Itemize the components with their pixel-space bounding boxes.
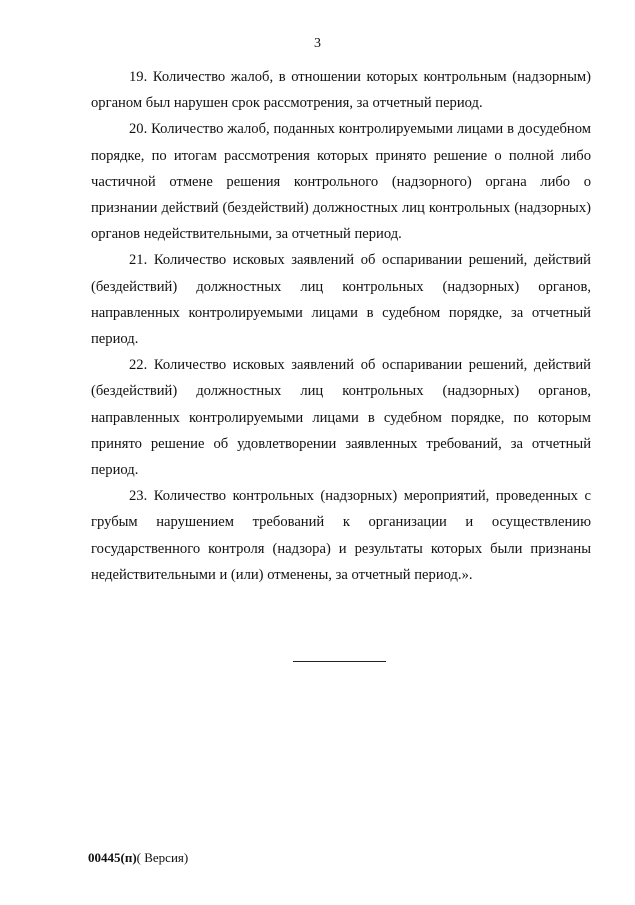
paragraph-19: 19. Количество жалоб, в отношении которых контрольным (надзорным) органом был нарушен срок рассмотрения, за отчетный период. [91,69,591,112]
closing-rule-divider [293,661,386,662]
document-code-number: 00445(п) [88,850,137,865]
paragraph-23: 23. Количество контрольных (надзорных) мероприятий, проведенных с грубым нарушением требований к организации и осуществлению государственного контроля (надзора) и результаты которых были признаны недействительными и (или) отменены, за отчетный период.». [91,488,591,583]
document-code-version: ( Версия) [136,850,189,865]
document-body [91,64,591,588]
paragraph-21: 21. Количество исковых заявлений об оспаривании решений, действий (бездействий) должностных лиц контрольных (надзорных) органов, направленных контролируемыми лицами в судебном порядке, за отчетный период. [91,252,591,348]
page-number: 3 [314,36,321,51]
paragraph-22: 22. Количество исковых заявлений об оспаривании решений, действий (бездействий) должностных лиц контрольных (надзорных) органов, направленных контролируемыми лицами в судебном порядке, по которым принято решение об удовлетворении заявленных требований, за отчетный период. [91,357,591,479]
document-code [88,850,188,866]
paragraph-20: 20. Количество жалоб, поданных контролируемыми лицами в досудебном порядке, по итогам рассмотрения которых принято решение о полной либо частичной отмене решения контрольного (надзорного) органа либо о признании действий (бездействий) должностных лиц контрольных (надзорных) органов недействительными, за отчетный период. [91,121,591,243]
